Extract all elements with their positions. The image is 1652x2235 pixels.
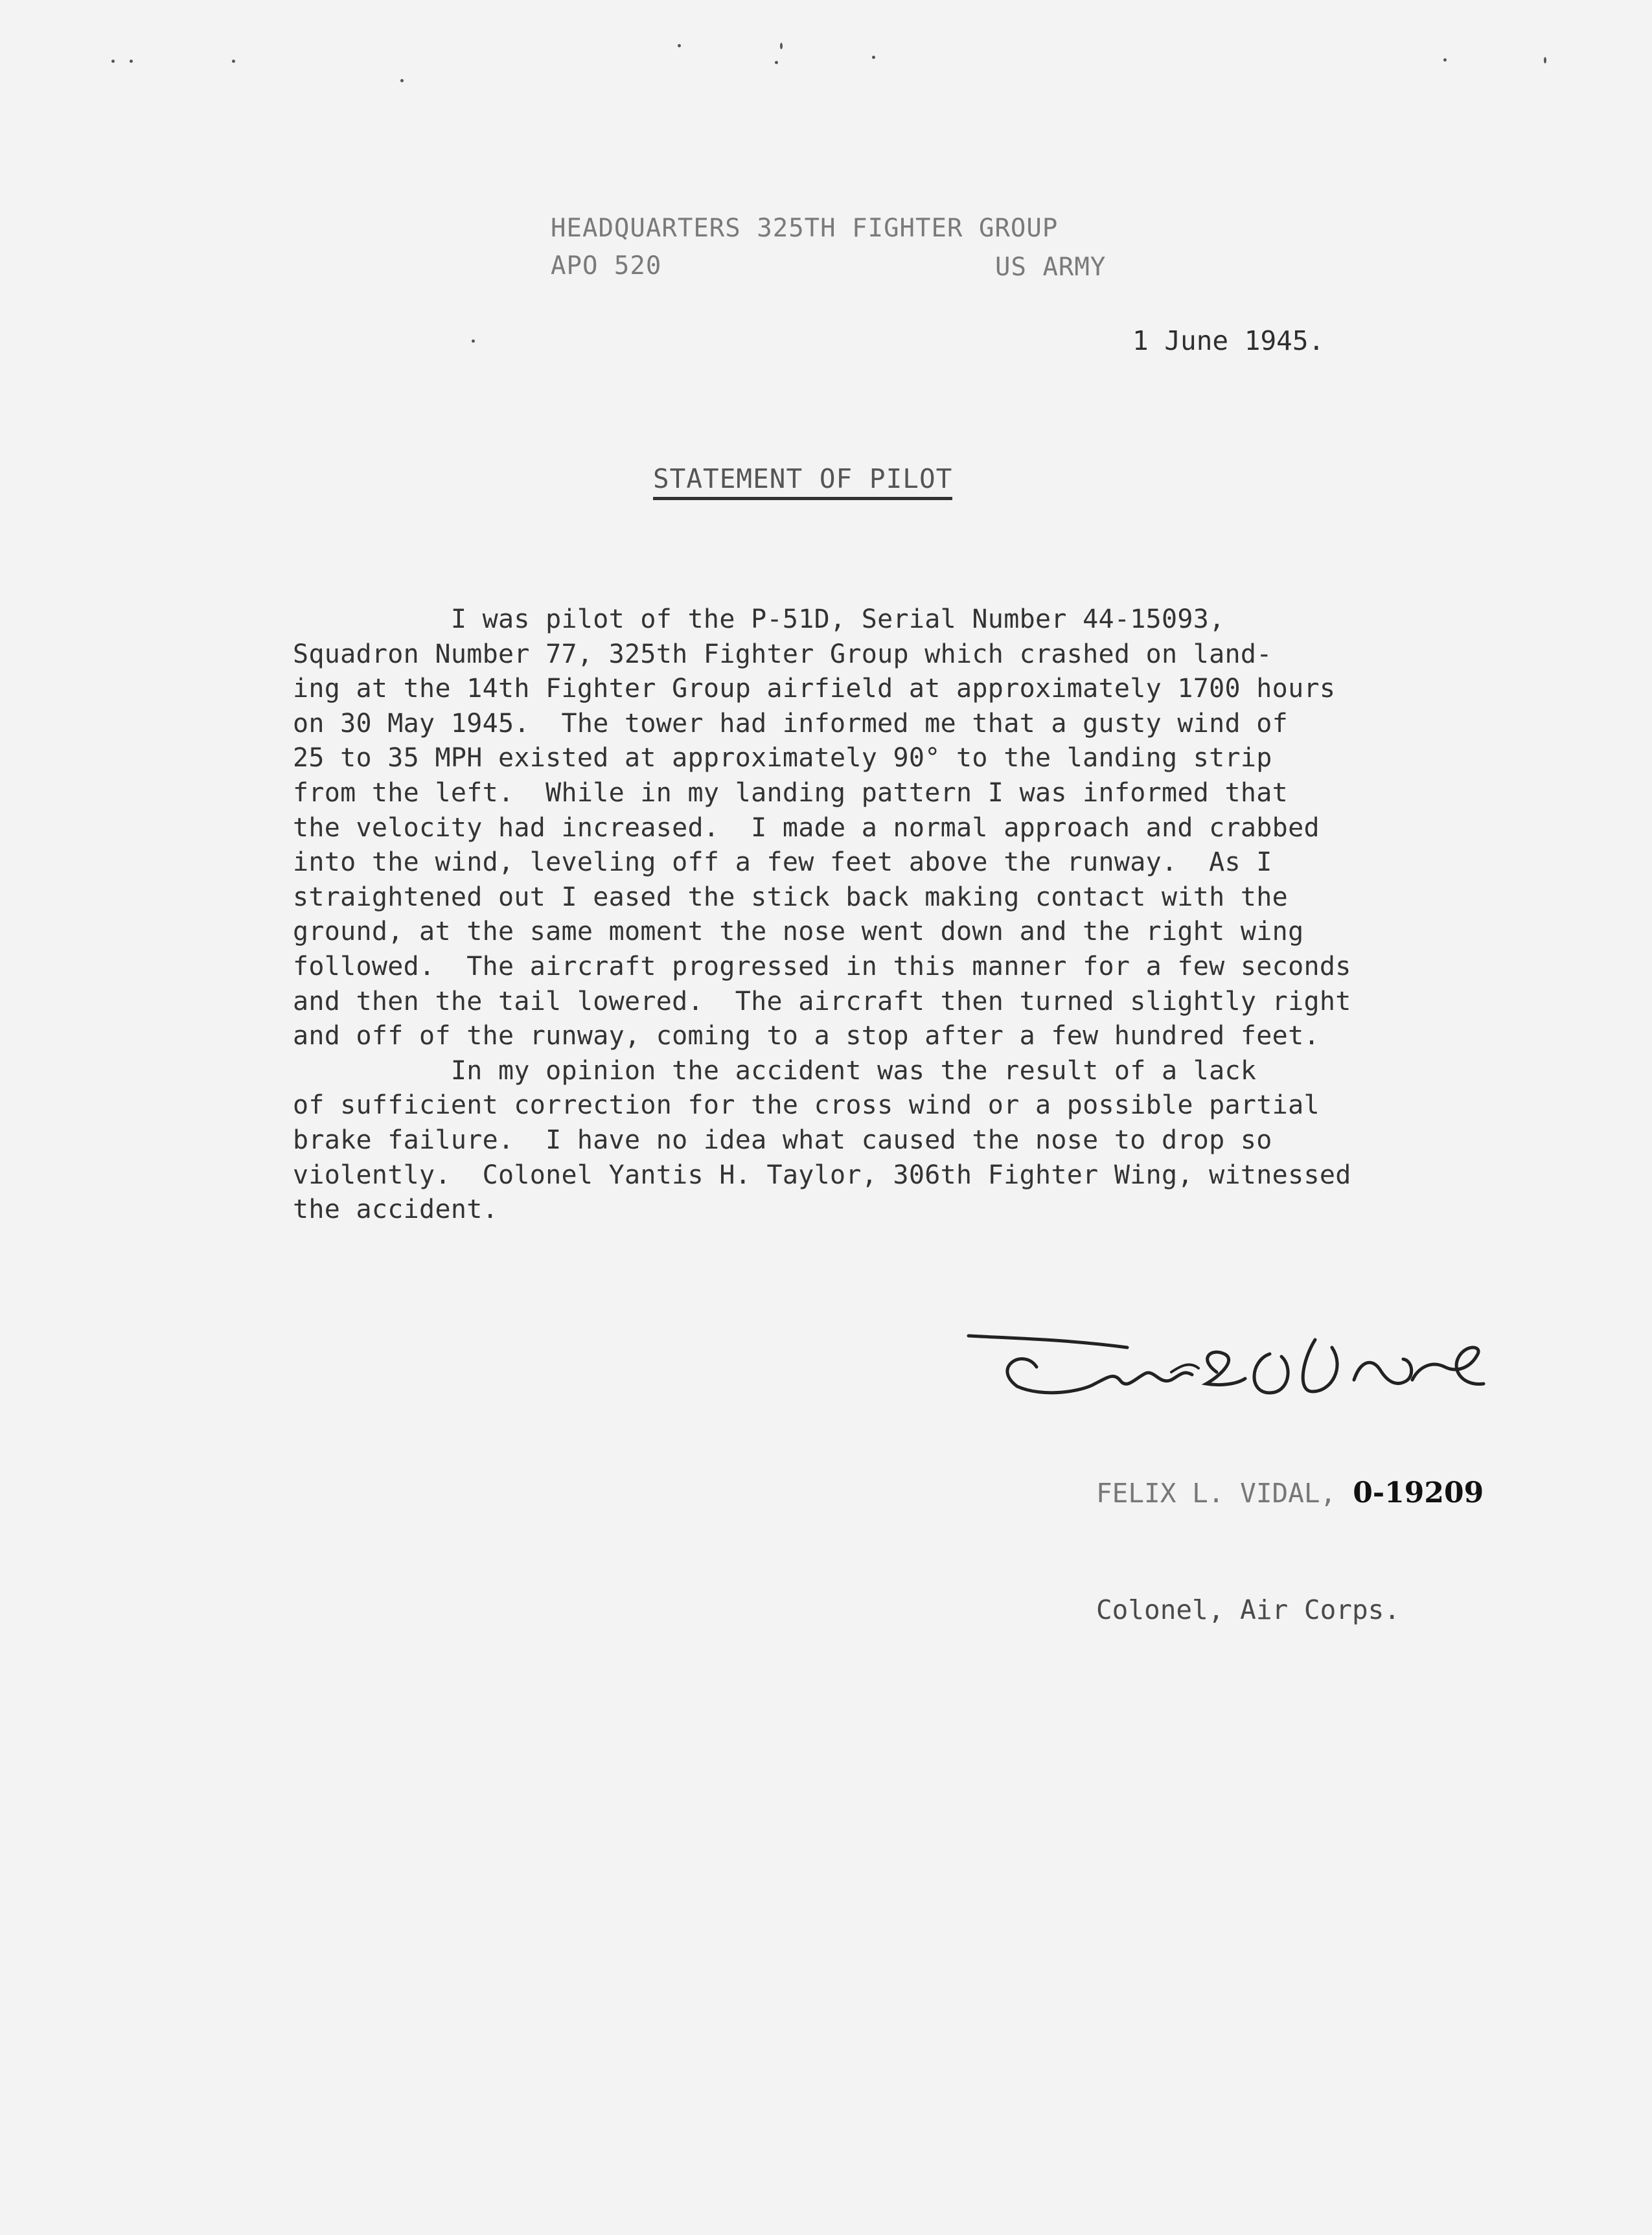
signer-rank: Colonel, Air Corps. [1096,1594,1400,1625]
body-line: In my opinion the accident was the result of a lack [293,1055,1257,1086]
body-line: brake failure. I have no idea what caused the nose to drop so [293,1125,1272,1155]
statement-body [293,602,1491,1228]
letterhead-unit: HEADQUARTERS 325TH FIGHTER GROUP [551,214,1059,243]
signer-name: FELIX L. VIDAL, [1096,1478,1337,1509]
signer-serial: 0-19209 [1353,1476,1484,1509]
document-title: STATEMENT OF PILOT [653,463,952,500]
body-line: on 30 May 1945. The tower had informed me that a gusty wind of [293,708,1289,739]
signer-name-line [1096,1474,1484,1513]
letterhead-apo: APO 520 [551,251,662,281]
body-line: followed. The aircraft progressed in this manner for a few seconds [293,951,1351,981]
body-line: I was pilot of the P-51D, Serial Number 44-15093, [293,604,1225,634]
body-line: of sufficient correction for the cross wind or a possible partial [293,1090,1320,1121]
body-line: from the left. While in my landing pattern I was informed that [293,777,1289,808]
body-line: the velocity had increased. I made a normal approach and crabbed [293,812,1320,843]
body-line: and then the tail lowered. The aircraft then turned slightly right [293,986,1351,1016]
body-line: ing at the 14th Fighter Group airfield at approximately 1700 hours [293,674,1336,704]
body-line: ground, at the same moment the nose went down and the right wing [293,917,1304,947]
body-line: the accident. [293,1195,498,1225]
body-line: into the wind, leveling off a few feet above the runway. As I [293,847,1272,878]
body-line: straightened out I eased the stick back making contact with the [293,882,1289,912]
body-line: violently. Colonel Yantis H. Taylor, 306th Fighter Wing, witnessed [293,1160,1351,1190]
letterhead-army: US ARMY [995,253,1107,282]
signature-block [1096,1396,1484,1707]
body-line: and off of the runway, coming to a stop after a few hundred feet. [293,1021,1320,1051]
body-line: Squadron Number 77, 325th Fighter Group which crashed on land- [293,639,1272,669]
document-date: 1 June 1945. [1132,325,1325,356]
body-line: 25 to 35 MPH existed at approximately 90° to the landing strip [293,743,1272,774]
